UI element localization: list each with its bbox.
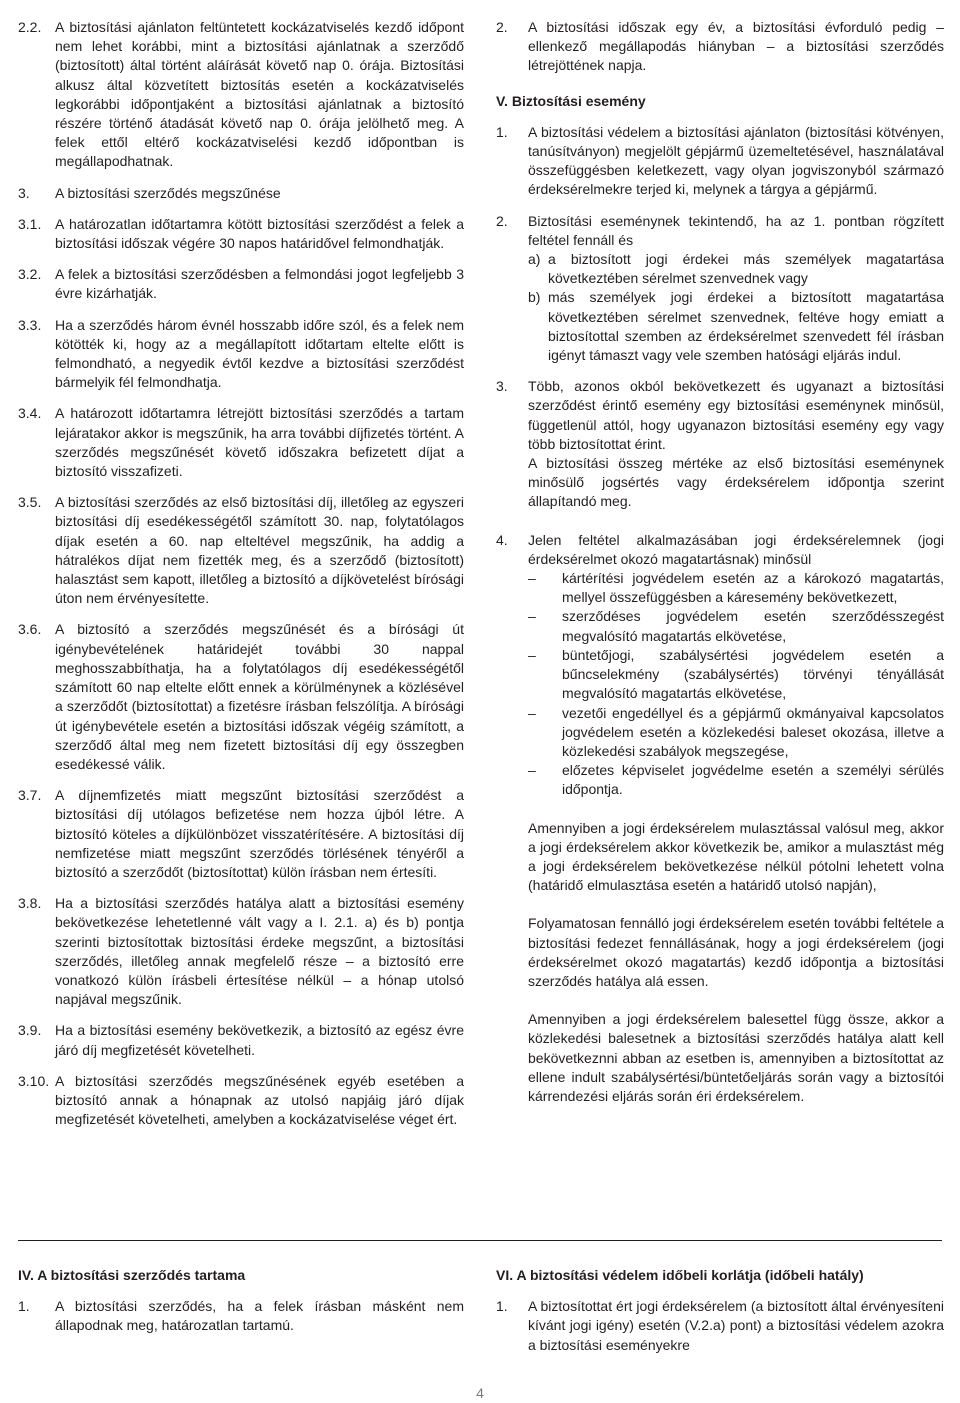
clause-continuation: A biztosítási összeg mértéke az első biztosítási eseménynek minősülő jogsértés vagy érdeksérelem időpontja szerint állapítandó meg. [528, 455, 944, 510]
subitem-a [528, 250, 944, 288]
clause-text: Több, azonos okból bekövetkezett és ugyanazt a biztosítási szerződést érintő esemény egy biztosítási eseménynek minősül, függetlenül attól, hogy ugyanazon biztosítási esemény egy vagy több biztosítottat érint. [528, 378, 944, 452]
dash-bullet: – [528, 646, 536, 663]
dash-item [528, 704, 944, 762]
clause-number: 3.8. [18, 895, 42, 912]
paragraph: Amennyiben a jogi érdeksérelem mulasztással valósul meg, akkor a jogi érdeksérelem akkor következik be, amikor a mulasztást még a jogi érdeksérelem bekövetkezése nélkül pótolni lehetett volna (határidő elmulasztása esetén a határidő utolsó napján), [528, 819, 944, 894]
clause-text: A biztosítási szerződés, ha a felek írásban másként nem állapodnak meg, határozatlan tartamú. [55, 1298, 464, 1334]
clause-number: 3.1. [18, 215, 42, 232]
clause-text: A felek a biztosítási szerződésben a felmondási jogot legfeljebb 3 évre kizárhatják. [55, 266, 464, 302]
clause-number: 3.9. [18, 1022, 42, 1039]
clause-text: Ha a biztosítási esemény bekövetkezik, a biztosító az egész évre járó díj megfizetését követelheti. [55, 1022, 464, 1058]
dash-text: büntetőjogi, szabálysértési jogvédelem esetén a bűncselekmény (szabálysértés) törvényi tényállását megvalósító magatartás elkövetése, [562, 646, 944, 702]
clause-v-4 [496, 531, 944, 800]
clause-number: 1. [18, 1298, 30, 1315]
dash-bullet: – [528, 704, 536, 721]
right-column [496, 18, 944, 1125]
clause-text: Ha a szerződés három évnél hosszabb időre szól, és a felek nem kötötték ki, hogy az a megállapított időtartam eltelte előtt is felmondható, a negyedik évtől kezdve a biztosítási szerződést bármelyik fél felmondhatja. [55, 316, 464, 391]
clause-text: A biztosítási időszak egy év, a biztosítási évforduló pedig – ellenkező megállapodás hiányban – a biztosítási szerződés létrejöttének napja. [528, 19, 944, 74]
dash-text: vezetői engedéllyel és a gépjármű okmányaival kapcsolatos jogvédelem esetén a közlekedési baleset okozása, illetve a közlekedési szabályok megszegése, [562, 704, 944, 759]
section-3-heading [18, 184, 464, 203]
subitem-text: a biztosított jogi érdekei más személyek magatartása következtében sérelmet szenvednek vagy [548, 251, 944, 287]
clause-text: Jelen feltétel alkalmazásában jogi érdeksérelemnek (jogi érdeksérelmet okozó magatartásnak) minősül [528, 531, 944, 567]
clause-number: 3.4. [18, 405, 42, 422]
clause-3-10 [18, 1072, 464, 1130]
dash-list [528, 569, 944, 799]
clause-3-4 [18, 404, 464, 481]
dash-bullet: – [528, 608, 536, 625]
clause-text: A határozatlan időtartamra kötött biztosítási szerződést a felek a biztosítási időszak végére 30 napos határidővel felmondhatják. [55, 215, 464, 252]
section-vi-heading: VI. A biztosítási védelem időbeli korlátja (időbeli hatály) [496, 1267, 864, 1283]
dash-item [528, 569, 944, 607]
clause-number: 4. [496, 531, 508, 548]
section-number: 3. [18, 184, 30, 201]
dash-text: kártérítési jogvédelem esetén az a károkozó magatartás, mellyel összefüggésben a káresemény bekövetkezett, [562, 570, 944, 606]
clause-number: 3.6. [18, 621, 42, 638]
dash-bullet: – [528, 570, 536, 587]
termination-clauses [18, 215, 464, 1130]
clause-3-8 [18, 894, 464, 1009]
clause-number: 3.3. [18, 316, 42, 333]
subitem-text: más személyek jogi érdekei a biztosított magatartása következtében sérelmet szenvednek, feltéve hogy emiatt a biztosítottal szemben az érdeksérelmet szenvedett fél írásban igényt támaszt vagy vele szemben hatósági eljárás indul. [548, 289, 944, 364]
dash-item [528, 607, 944, 645]
section-iv-heading: IV. A biztosítási szerződés tartama [18, 1267, 246, 1283]
subitem-label: a) [528, 251, 541, 268]
clause-3-6 [18, 620, 464, 774]
clause-2-2 [18, 18, 464, 172]
subitem-label: b) [528, 289, 541, 306]
paragraphs [496, 819, 944, 1107]
clause-number: 3.10. [18, 1072, 50, 1089]
clause-text: A biztosítási szerződés megszűnésének egyéb esetében a biztosító annak a hónapnak az utolsó napjáig járó díjak megfizetését követelheti, amelyben a kockázatviselése véget ért. [55, 1072, 464, 1128]
section-divider [18, 1240, 942, 1241]
section-v-heading: V. Biztosítási esemény [496, 92, 646, 109]
clause-text: A biztosító a szerződés megszűnését és a bírósági út igénybevételének határidejét további 30 nappal meghosszabbíthatja, ha a folytatólagos díj esedékességétől számított 60 nap eltelte előtt ennek a körülménynek a közlésével a szerződőt (biztosítottat) a fizetésre írásban felszólítja. A bírósági út igénybevétele esetén a biztosítási időszak végéig számított, a szerződő által meg nem fizetett biztosítási díj egy összegben esedékessé válik. [55, 621, 464, 772]
clause-text: A határozott időtartamra létrejött biztosítási szerződés a tartam lejáratakor akkor is megszűnik, ha arra további díjfizetés történt. A szerződés megszűnését követő időszakra befizetett díjat a biztosító visszafizeti. [55, 405, 464, 480]
clause-v-3 [496, 377, 944, 511]
clause-v-1 [496, 123, 944, 200]
clause-number: 2.2. [18, 19, 42, 35]
clause-number: 3.5. [18, 494, 42, 511]
clause-number: 3. [496, 378, 508, 395]
clause-number: 1. [496, 1298, 508, 1315]
clause-text: Biztosítási eseménynek tekintendő, ha az 1. pontban rögzített feltétel fennáll és [528, 212, 944, 248]
clause-number: 3.2. [18, 266, 42, 283]
clause-body [528, 377, 944, 511]
clause-text: A biztosítási védelem a biztosítási ajánlaton (biztosítási kötvényen, tanúsítványon) megjelölt gépjármű üzemeltetésével, használatával összefüggésben keletkezett, vagy olyan jogviszonyból származó érdeksérelmekre terjed ki, melynek a tárgya a gépjármű. [528, 123, 944, 198]
page-number: 4 [476, 1385, 484, 1401]
section-vi [496, 1266, 944, 1367]
clause-number: 2. [496, 212, 508, 229]
paragraph: Amennyiben a jogi érdeksérelem balesettel függ össze, akkor a közlekedési balesetnek a biztosítási szerződés hatálya alatt kell bekövetkeznni abban az esetben is, amennyiben a biztosítottat az ellene indult szabálysértési/büntetőeljárás során vagy a biztosítói kárrendezési eljárás során éri érdeksérelem. [528, 1011, 944, 1104]
dash-bullet: – [528, 762, 536, 779]
clause-number: 3.7. [18, 787, 42, 804]
section-iv [18, 1266, 464, 1348]
clause-v-2 [496, 212, 944, 366]
clause-text: A díjnemfizetés miatt megszűnt biztosítási szerződést a biztosítási díj utólagos befizetése nem hozza újból létre. A biztosító köteles a díjkülönbözet visszatérítésére. A biztosítási díj nemfizetése miatt megszűnt szerződés törlésének tényéről a biztosító a szerződőt (biztosítottat) külön írásban nem értesíti. [55, 787, 464, 880]
clause-text: A biztosítási ajánlaton feltüntetett kockázatviselés kezdő időpont nem lehet korábbi, mint a biztosítási ajánlatnak a szerződő (biztosított) által történt aláírását követő nap 0. órája. Biztosítási alkusz által közvetített biztosítás esetén a kockázatviselés legkorábbi időpontjaként a biztosítási ajánlatnak a biztosító részére történő átadását követő nap 0. órája jelölhető meg. A felek ettől eltérő kockázatviselési kezdő időpontban is megállapodhatnak. [55, 19, 464, 170]
clause-text: A biztosítottat ért jogi érdeksérelem (a biztosított által érvényesíteni kívánt jogi igény) esetén (V.2.a) pont) a biztosítási védelem azokra a biztosítási eseményekre [528, 1298, 944, 1353]
clause-iii-2 [496, 18, 944, 76]
clause-3-2 [18, 265, 464, 303]
clause-iv-1 [18, 1297, 464, 1335]
clause-3-9 [18, 1021, 464, 1059]
subitem-b [528, 288, 944, 365]
dash-text: szerződéses jogvédelem esetén szerződésszegést megvalósító magatartás elkövetése, [562, 608, 944, 644]
dash-item [528, 646, 944, 704]
clause-3-3 [18, 316, 464, 393]
clause-number: 1. [496, 123, 508, 140]
dash-text: előzetes képviselet jogvédelme esetén a személyi sérülés időpontja. [562, 762, 944, 798]
clause-body [528, 212, 944, 366]
section-title: A biztosítási szerződés megszűnése [55, 184, 281, 201]
clause-text: A biztosítási szerződés az első biztosítási díj, illetőleg az egyszeri biztosítási díj esedékességétől számított 30. nap, folytatólagos díjak esetén a 60. nap elteltével megszűnik, ha addig a hátralékos díjat nem fizették meg, és a szerződő (biztosított) halasztást sem kapott, illetőleg a biztosító a díjkövetelést bírósági úton nem érvényesítette. [55, 494, 464, 607]
clause-body [528, 531, 944, 800]
clause-text: Ha a biztosítási szerződés hatálya alatt a biztosítási esemény bekövetkezése lehetetlenné vált vagy a I. 2.1. a) és b) pontja szerinti biztosítottak biztosítási érdeke megszűnt, a biztosítási szerződés, illetőleg annak megfelelő része – a biztosító erre vonatkozó külön írásbeli értesítése nélkül – a hónap utolsó napjával megszűnik. [55, 895, 464, 1008]
clause-3-1 [18, 215, 464, 253]
dash-item [528, 761, 944, 799]
left-column [18, 18, 464, 1141]
clause-3-7 [18, 786, 464, 882]
clause-number: 2. [496, 19, 508, 35]
clause-vi-1 [496, 1297, 944, 1355]
clause-3-5 [18, 493, 464, 608]
paragraph: Folyamatosan fennálló jogi érdeksérelem esetén további feltétele a biztosítási fedezet fennállásának, hogy a jogi érdeksérelem (jogi érdeksérelmet okozó magatartás) kezdő időpontja a biztosítási szerződés hatálya alá essen. [528, 915, 944, 989]
